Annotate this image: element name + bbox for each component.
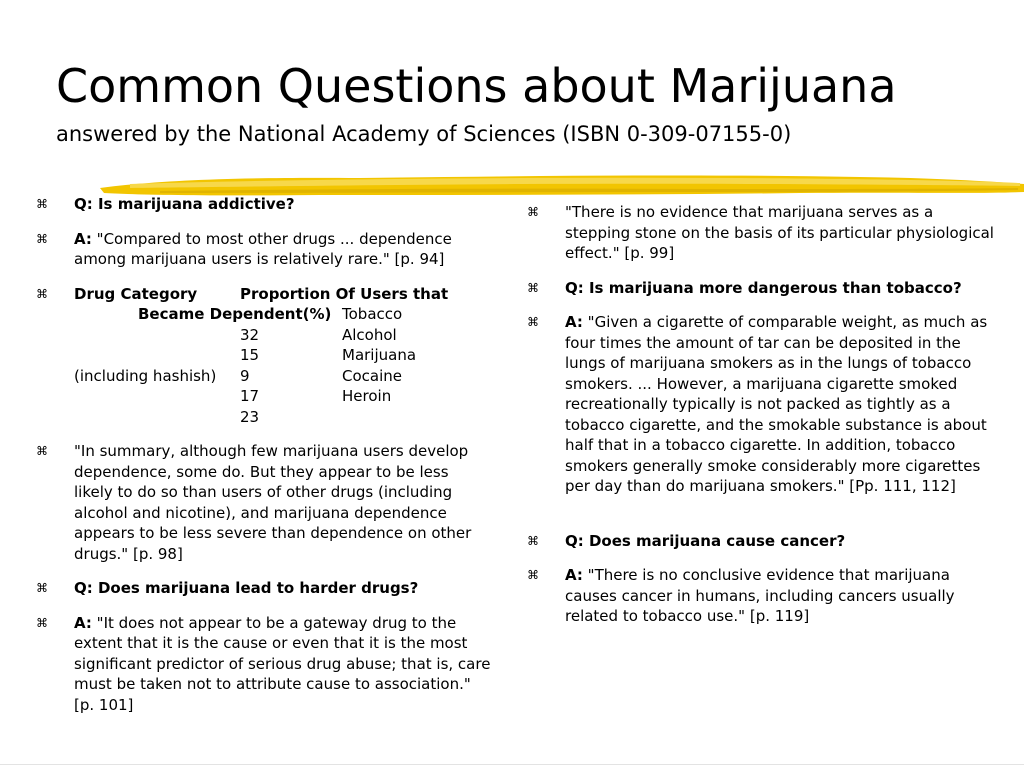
slide-title: Common Questions about Marijuana: [56, 59, 897, 113]
list-item-a4: [527, 565, 997, 627]
dependence-table: [74, 284, 448, 428]
question-text: Q: Does marijuana cause cancer?: [565, 531, 846, 550]
command-bullet-icon: ⌘: [36, 581, 48, 595]
list-item-summary: [36, 441, 491, 564]
command-bullet-icon: ⌘: [527, 280, 539, 295]
question-text: Q: Does marijuana lead to harder drugs?: [74, 579, 419, 597]
answer-label: A:: [74, 229, 92, 248]
slide-subtitle: answered by the National Academy of Sciences (ISBN 0-309-07155-0): [56, 122, 792, 146]
question-text: Q: Is marijuana addictive?: [74, 195, 295, 213]
answer-label: A:: [565, 566, 583, 584]
answer-text: "Compared to most other drugs ... dependence among marijuana users is relatively rare." [p. 94]: [74, 229, 452, 268]
list-item-a2: [36, 613, 491, 716]
answer-label: A:: [565, 313, 583, 331]
command-bullet-icon: ⌘: [36, 444, 48, 458]
table-cell: Tobacco: [342, 305, 403, 323]
command-bullet-icon: ⌘: [36, 231, 48, 246]
list-item-q2: [36, 578, 491, 599]
list-item-q4: [527, 531, 997, 552]
command-bullet-icon: ⌘: [527, 533, 539, 548]
list-item-q3: [527, 278, 997, 299]
table-row: (including hashish) 9 Cocaine: [74, 366, 402, 385]
table-header-proportion: Proportion Of Users that: [240, 284, 449, 303]
table-row: 15 Marijuana: [240, 346, 417, 364]
answer-text: "Given a cigarette of comparable weight, as much as four times the amount of tar can be deposited in the lungs of marijuana smokers as in the lungs of tobacco smokers. ... However, a marijuana cigarette smoked recreationally typically is not packed as tightly as a tobacco cigarette, and the smokable substance is about half that in a tobacco cigarette. In addition, tobacco smokers generally smoke considerably more cigarettes per day than do marijuana smokers." [Pp. 111, 112]: [565, 313, 988, 495]
command-bullet-icon: ⌘: [36, 286, 48, 301]
table-header-proportion-line2: Became Dependent(%): [138, 305, 332, 323]
table-header-category: Drug Category: [74, 284, 198, 303]
command-bullet-icon: ⌘: [527, 315, 539, 329]
slide-bottom-border: [0, 764, 1024, 765]
command-bullet-icon: ⌘: [527, 568, 539, 582]
question-text: Q: Is marijuana more dangerous than tobacco?: [565, 278, 962, 297]
list-item-q1: [36, 194, 491, 215]
answer-label: A:: [74, 613, 92, 632]
command-bullet-icon: ⌘: [36, 197, 48, 211]
summary-quote: "In summary, although few marijuana users develop dependence, some do. But they appear to be less likely to do so than users of other drugs (including alcohol and nicotine), and marijuana dependence appears to be less severe than dependence on other drugs." [p. 98]: [74, 442, 472, 563]
command-bullet-icon: ⌘: [527, 205, 539, 219]
right-column: [527, 202, 997, 641]
command-bullet-icon: ⌘: [36, 615, 48, 630]
answer-text: "It does not appear to be a gateway drug to the extent that it is the cause or even that it is the most significant predictor of serious drug abuse; that is, care must be taken not to attribute cause to association." [p. 101]: [74, 613, 491, 714]
quote-text: "There is no evidence that marijuana serves as a stepping stone on the basis of its particular physiological effect." [p. 99]: [565, 203, 994, 262]
list-item-drug-table: [36, 284, 491, 428]
table-row: 32 Alcohol: [240, 325, 397, 344]
answer-text: "There is no conclusive evidence that marijuana causes cancer in humans, including cancers usually related to tobacco use." [p. 119]: [565, 566, 955, 625]
list-item-quote1: [527, 202, 997, 264]
table-row: 17 Heroin: [240, 387, 392, 405]
left-column: [36, 194, 491, 729]
list-item-a1: [36, 229, 491, 270]
list-item-a3: [527, 312, 997, 497]
table-row: 23: [240, 407, 260, 426]
